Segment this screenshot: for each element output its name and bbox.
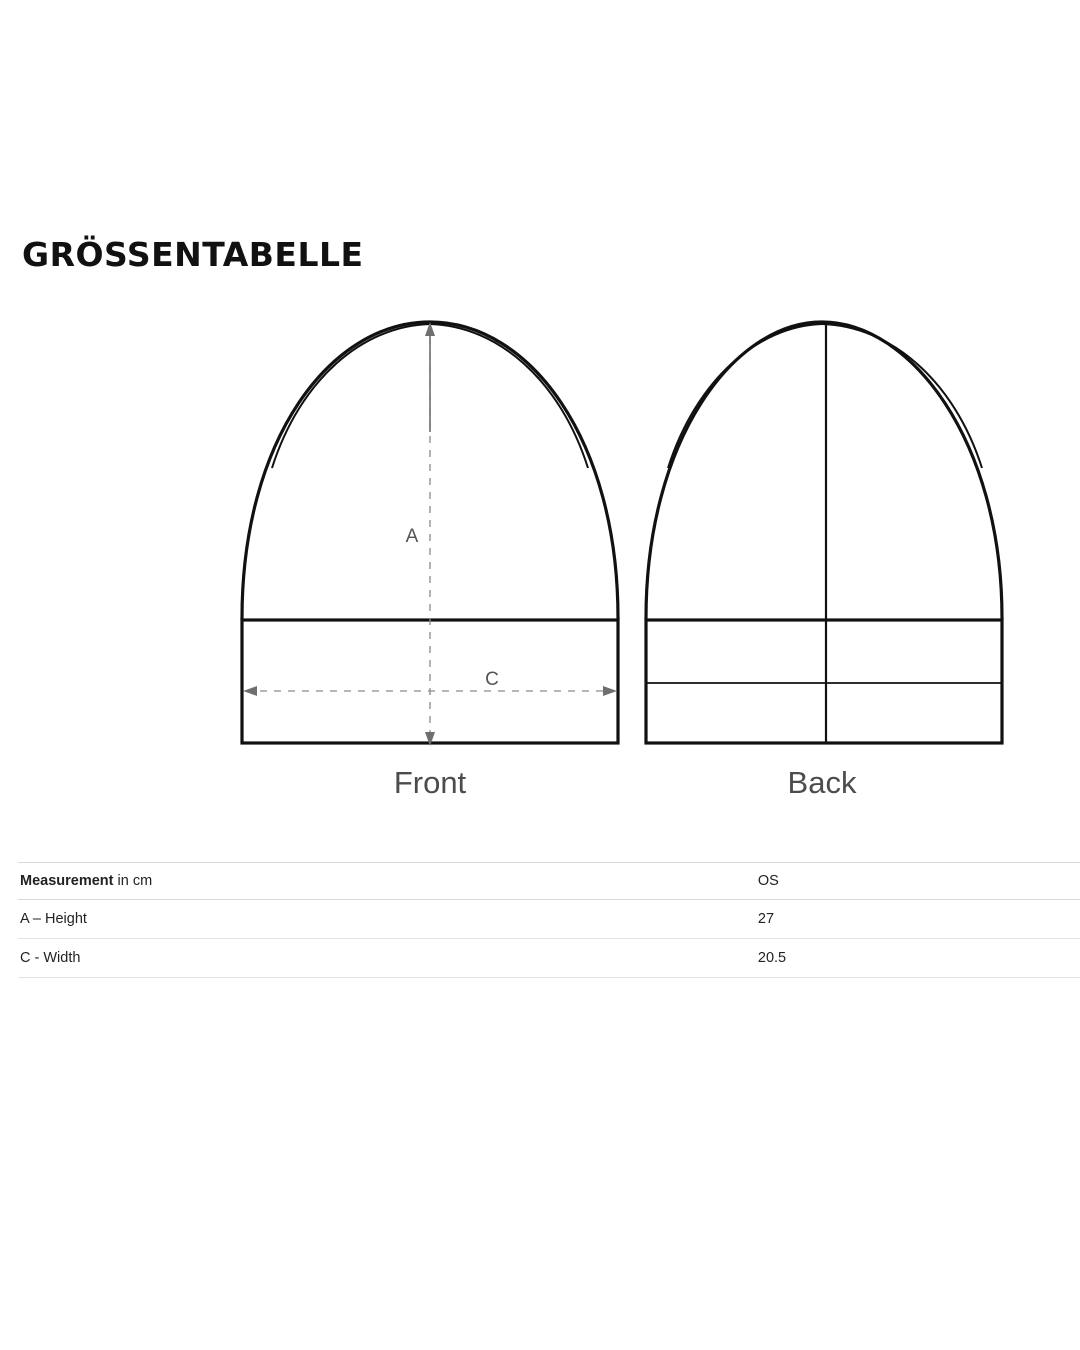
header-measurement <box>18 863 758 900</box>
row-label-height: A – Height <box>18 900 758 939</box>
front-right-seam <box>430 324 588 468</box>
back-view-group <box>646 322 1002 743</box>
header-measurement-unit: in cm <box>113 873 153 889</box>
page-title: GRÖSSENTABELLE <box>22 235 364 274</box>
row-label-width: C - Width <box>18 939 758 978</box>
table-body <box>18 900 1080 978</box>
back-view-caption: Back <box>787 765 857 800</box>
row-value-width: 20.5 <box>758 939 1080 978</box>
width-arrow-left <box>243 686 257 696</box>
back-dome-outline <box>646 322 1002 620</box>
beanie-measurement-diagram <box>0 300 1080 840</box>
front-left-seam <box>272 324 430 468</box>
measurement-table <box>18 862 1080 978</box>
measurement-table-container <box>18 862 1080 978</box>
header-measurement-strong: Measurement <box>20 873 114 889</box>
beanie-diagram-svg <box>0 300 1080 840</box>
width-arrow-right <box>603 686 617 696</box>
row-value-height: 27 <box>758 900 1080 939</box>
height-label: A <box>405 526 419 547</box>
table-head <box>18 863 1080 900</box>
table-header-row <box>18 863 1080 900</box>
table-row <box>18 939 1080 978</box>
back-left-seam <box>668 324 822 468</box>
back-cuff-band <box>646 620 1002 743</box>
front-view-group <box>242 322 618 746</box>
back-right-seam <box>822 324 982 468</box>
front-view-caption: Front <box>393 765 467 800</box>
table-row <box>18 900 1080 939</box>
width-label: C <box>485 669 499 690</box>
header-size-os: OS <box>758 863 1080 900</box>
